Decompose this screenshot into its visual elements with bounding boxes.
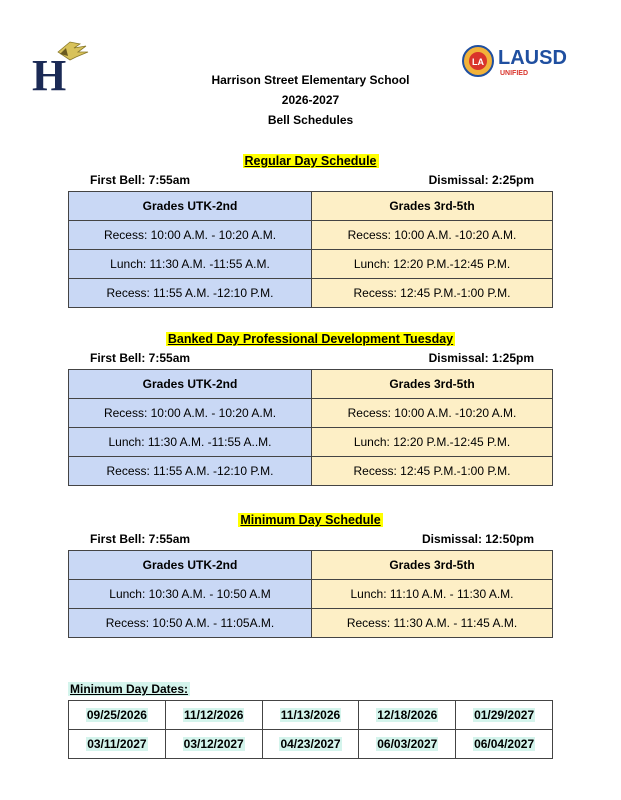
table-cell: Recess: 10:50 A.M. - 11:05A.M. xyxy=(69,609,312,638)
regular-first-bell: First Bell: 7:55am xyxy=(90,173,191,187)
table-cell: Grades 3rd-5th xyxy=(312,370,553,399)
table-cell: Recess: 11:55 A.M. -12:10 P.M. xyxy=(69,279,312,308)
table-cell: Grades UTK-2nd xyxy=(69,192,312,221)
school-year: 2026-2027 xyxy=(281,93,340,107)
table-cell: 11/12/2026 xyxy=(183,708,244,722)
minimum-title: Minimum Day Schedule xyxy=(240,513,381,527)
table-cell: 04/23/2027 xyxy=(280,737,341,751)
regular-title: Regular Day Schedule xyxy=(244,154,377,168)
date-cell xyxy=(359,730,456,759)
date-cell xyxy=(165,701,262,730)
table-cell: Recess: 10:00 A.M. - 10:20 A.M. xyxy=(69,399,312,428)
table-cell: 09/25/2026 xyxy=(86,708,147,722)
date-cell xyxy=(69,701,166,730)
regular-schedule-table xyxy=(68,191,553,308)
table-cell: 03/11/2027 xyxy=(87,737,147,751)
table-cell: Grades UTK-2nd xyxy=(69,370,312,399)
banked-title: Banked Day Professional Development Tuesday xyxy=(167,332,454,346)
logo-letter: H xyxy=(32,51,67,95)
minimum-dates-title: Minimum Day Dates: xyxy=(70,682,189,696)
table-cell: Lunch: 11:30 A.M. -11:55 A..M. xyxy=(69,428,312,457)
minimum-schedule-table xyxy=(68,550,553,638)
table-cell: Recess: 11:55 A.M. -12:10 P.M. xyxy=(69,457,312,486)
regular-dismissal: Dismissal: 2:25pm xyxy=(428,173,534,187)
table-cell: 12/18/2026 xyxy=(377,708,438,722)
date-cell xyxy=(262,701,359,730)
table-cell: Recess: 12:45 P.M.-1:00 P.M. xyxy=(312,457,553,486)
minimum-dates-table xyxy=(68,700,553,759)
lausd-text: LAUSD xyxy=(498,47,567,69)
lausd-sub-text: UNIFIED xyxy=(500,70,528,77)
lausd-badge-text: LA xyxy=(472,57,484,67)
table-cell: Lunch: 12:20 P.M.-12:45 P.M. xyxy=(312,250,553,279)
table-cell: Recess: 12:45 P.M.-1:00 P.M. xyxy=(312,279,553,308)
table-cell: 03/12/2027 xyxy=(183,737,244,751)
table-cell: Lunch: 10:30 A.M. - 10:50 A.M xyxy=(69,580,312,609)
table-cell: 11/13/2026 xyxy=(280,708,341,722)
page-subtitle: Bell Schedules xyxy=(267,113,354,127)
minimum-first-bell: First Bell: 7:55am xyxy=(90,532,191,546)
table-cell: Recess: 11:30 A.M. - 11:45 A.M. xyxy=(312,609,553,638)
banked-schedule-table xyxy=(68,369,553,486)
date-cell xyxy=(456,730,553,759)
minimum-dismissal: Dismissal: 12:50pm xyxy=(421,532,534,546)
table-cell: Grades UTK-2nd xyxy=(69,551,312,580)
table-cell: Recess: 10:00 A.M. - 10:20 A.M. xyxy=(69,221,312,250)
banked-first-bell: First Bell: 7:55am xyxy=(90,351,191,365)
date-cell xyxy=(69,730,166,759)
table-cell: 06/03/2027 xyxy=(377,737,438,751)
date-cell xyxy=(359,701,456,730)
table-cell: Recess: 10:00 A.M. -10:20 A.M. xyxy=(312,399,553,428)
table-cell: Lunch: 11:30 A.M. -11:55 A.M. xyxy=(69,250,312,279)
date-cell xyxy=(262,730,359,759)
table-cell: 06/04/2027 xyxy=(474,737,535,751)
table-cell: Lunch: 12:20 P.M.-12:45 P.M. xyxy=(312,428,553,457)
table-cell: Grades 3rd-5th xyxy=(312,551,553,580)
banked-dismissal: Dismissal: 1:25pm xyxy=(428,351,534,365)
table-cell: Grades 3rd-5th xyxy=(312,192,553,221)
table-cell: Recess: 10:00 A.M. -10:20 A.M. xyxy=(312,221,553,250)
table-cell: Lunch: 11:10 A.M. - 11:30 A.M. xyxy=(312,580,553,609)
school-name: Harrison Street Elementary School xyxy=(211,73,410,87)
date-cell xyxy=(456,701,553,730)
table-cell: 01/29/2027 xyxy=(474,708,535,722)
date-cell xyxy=(165,730,262,759)
